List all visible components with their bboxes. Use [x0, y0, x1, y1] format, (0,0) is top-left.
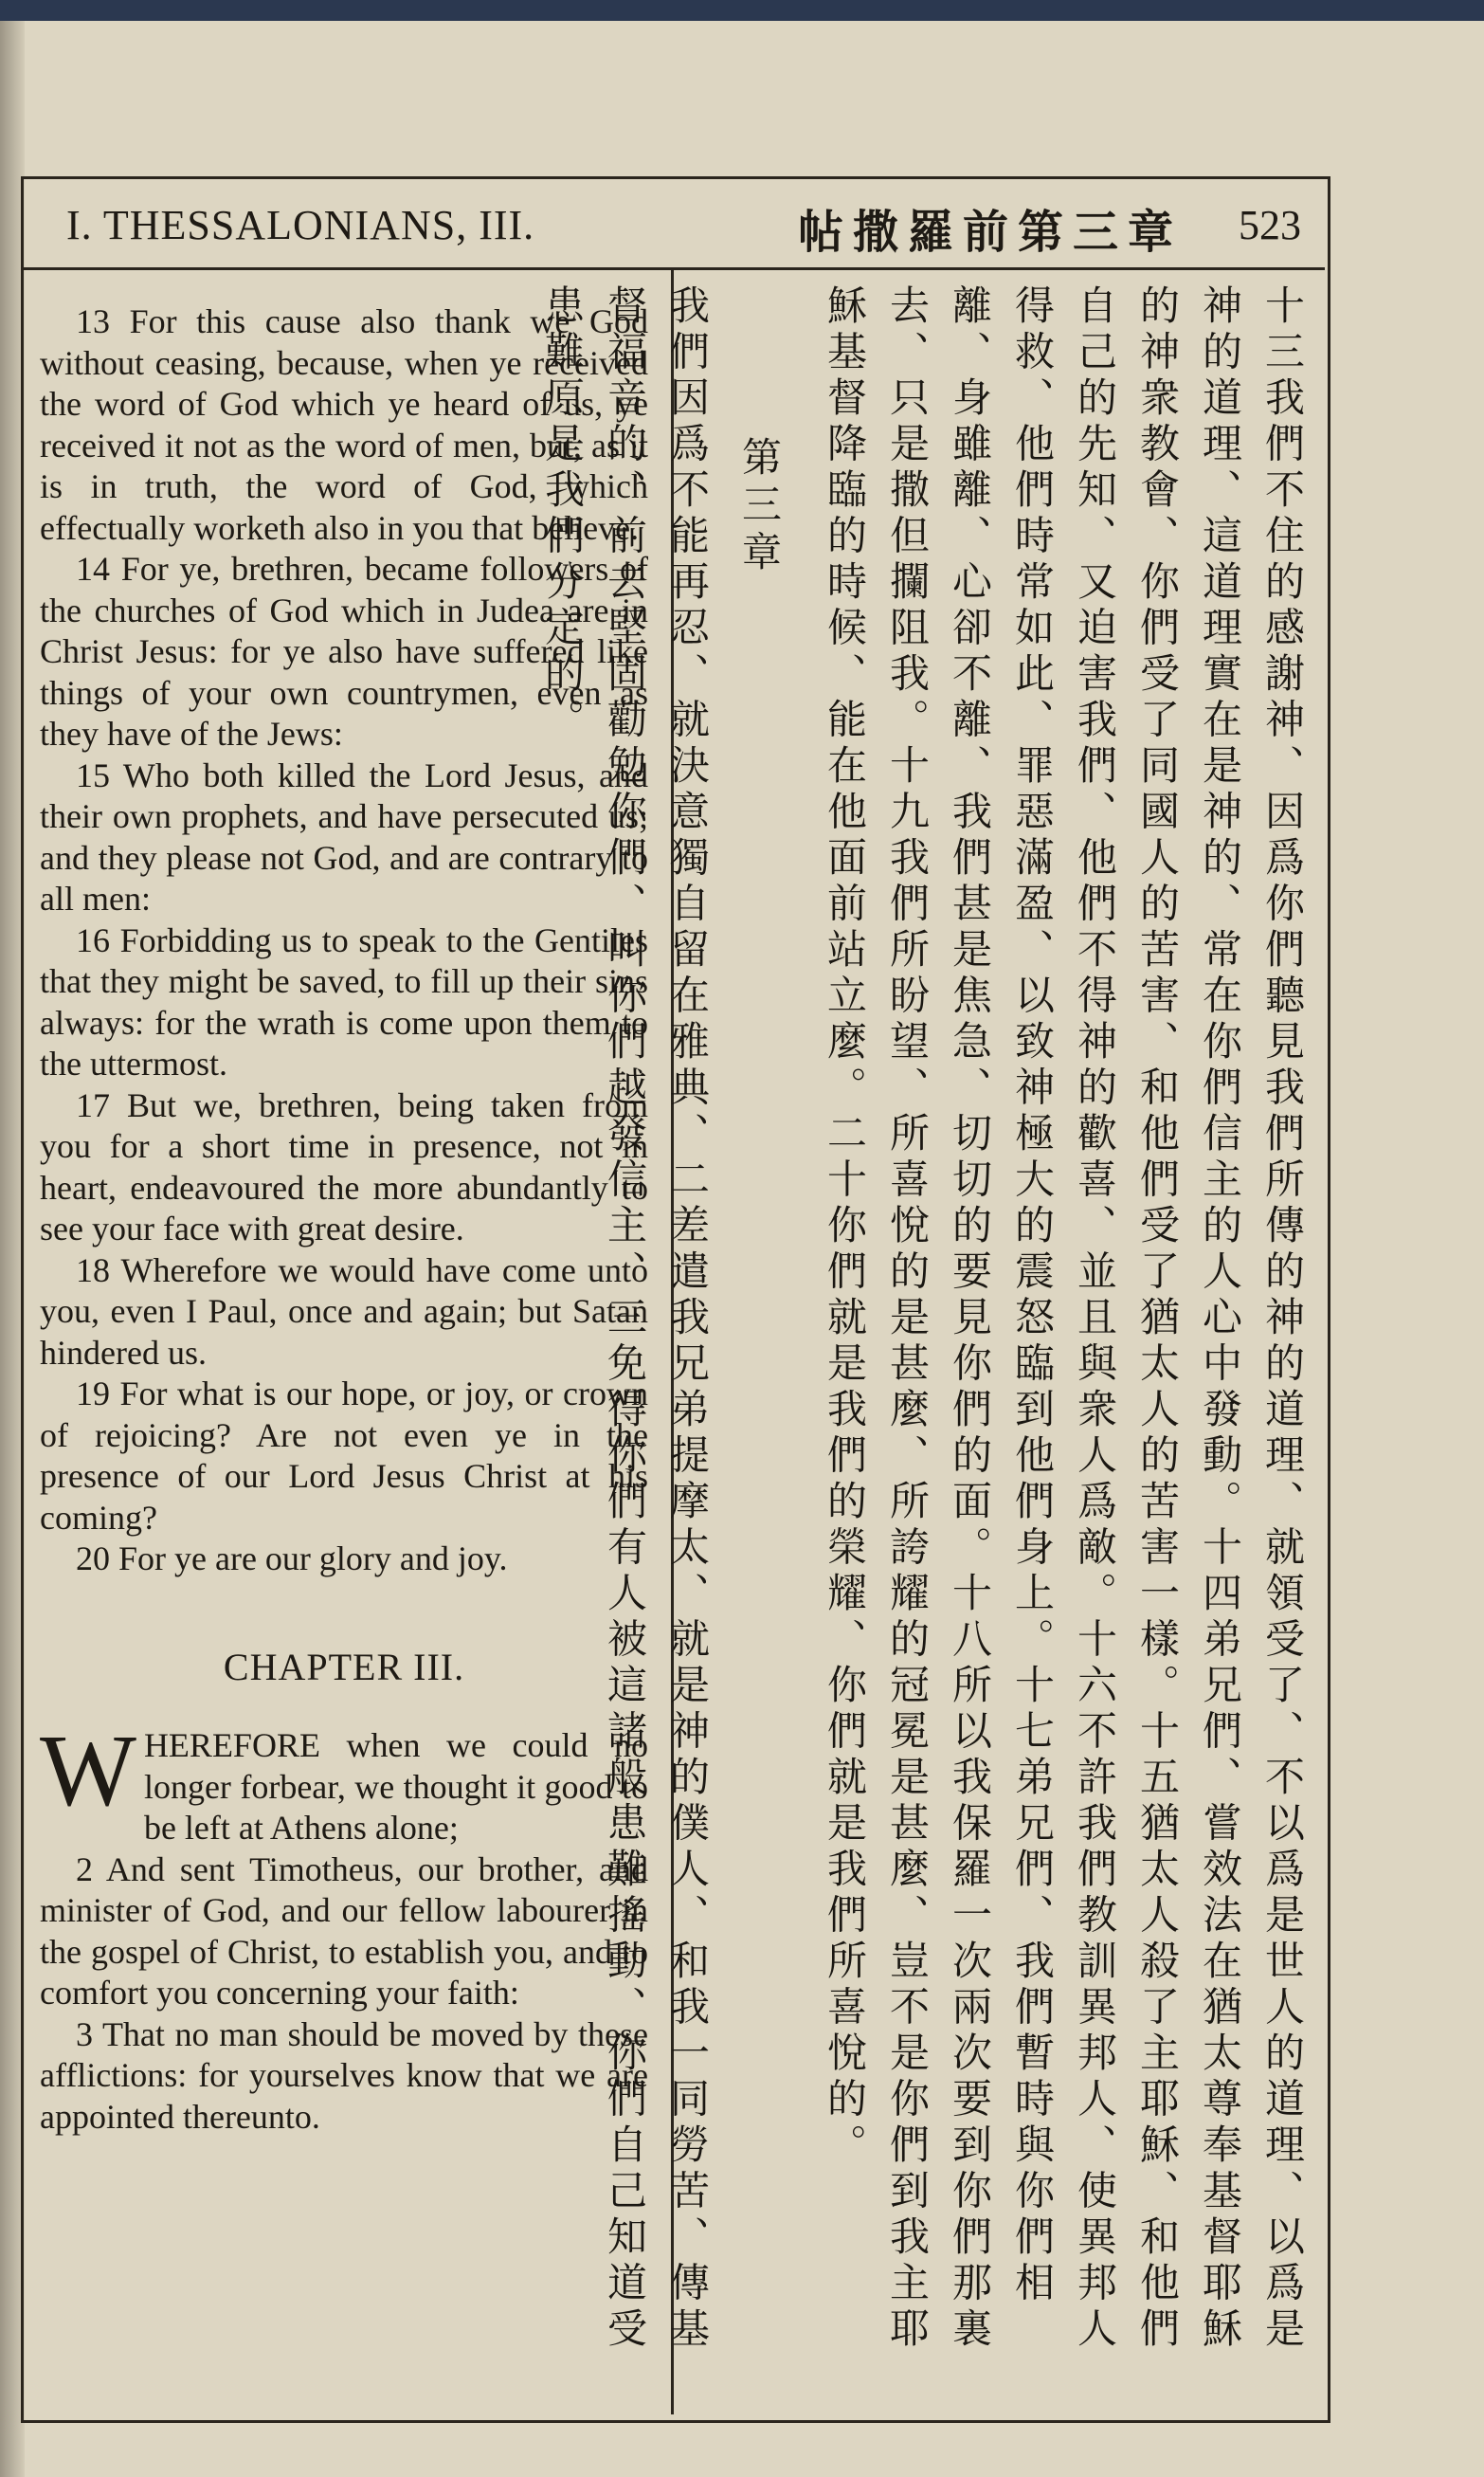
header-chinese-title: 帖撒羅前第三章	[798, 206, 1184, 259]
chinese-chapter-heading: 第三章	[736, 436, 783, 578]
verse-15: 15 Who both killed the Lord Jesus, and their own prophets, and have persecuted us; and they please not God, and are contrary to all men:	[40, 756, 648, 918]
chinese-verses-ch3: 我們因爲不能再忍、就決意獨自留在雅典、二差遣我兄弟提摩太、就是神的僕人、和我一同勞苦、傳基督福音的、前去堅固勸勉你們、叫你們越發信主、三免得你們有人被這諸般患難搖動、你們自己知道受患難原是我們分定的。	[539, 284, 711, 2354]
chinese-verses-ch2: 十三我們不住的感謝神、因爲你們聽見我們所傳的神的道理、就領受了、不以爲是世人的道理、以爲是神的道理、這道理實在是神的、常在你們信主的人心中發動。十四弟兄們、嘗效法在猶太尊奉基督耶穌的神衆教會、你們受了同國人的苦害、和他們受了猶太人的苦害一樣。十五猶太人殺了主耶穌、和他們自己的先知、又迫害我們、他們不得神的歡喜、並且與衆人爲敵。十六不許我們教訓異邦人、使異邦人得救、他們時常如此、罪惡滿盈、以致神極大的震怒臨到他們身上。十七弟兄們、我們暫時與你們相離、身雖離、心卻不離、我們甚是焦急、切切的要見你們的面。十八所以我保羅一次兩次要到你們那裏去、只是撒但攔阻我。十九我們所盼望、所喜悅的是甚麼、所誇耀的冠冕是甚麼、豈不是你們到我主耶穌基督降臨的時候、能在他面前站立麼。二十你們就是我們的榮耀、你們就是我們所喜悅的。	[822, 284, 1306, 2354]
chinese-column	[539, 284, 1313, 2370]
header-title: I. THESSALONIANS, III.	[66, 202, 535, 248]
verse-20: 20 For ye are our glory and joy.	[76, 1539, 508, 1577]
chapter-heading: CHAPTER III.	[223, 1645, 465, 1688]
verse-18: 18 Wherefore we would have come unto you, even I Paul, once and again; but Satan hindered us.	[40, 1250, 648, 1372]
page-number: 523	[1239, 202, 1301, 248]
verse-19: 19 For what is our hope, or joy, or crown of rejoicing? Are not even ye in the presence of our Lord Jesus Christ at his coming?	[40, 1375, 648, 1537]
chapter-verse-1-text: HEREFORE when we could no longer forbear, we thought it good to be left at Athens alone;	[143, 1726, 648, 1847]
chapter-verse-2: 2 And sent Timotheus, our brother, and minister of God, and our fellow labourer in the gospel of Christ, to establish you, and to comfort you concerning your faith:	[40, 1849, 648, 2012]
verse-16: 16 Forbidding us to speak to the Gentiles that they might be saved, to fill up their sins always: for the wrath is come upon them to the uttermost.	[40, 920, 648, 1083]
verse-17: 17 But we, brethren, being taken from you for a short time in presence, not in heart, endeavoured the more abundantly to see your face with great desire.	[40, 1085, 648, 1248]
verse-13: 13 For this cause also thank we God without ceasing, because, when ye received the word of God which ye heard of us, ye received it not as the word of men, but, as it is in truth, the word of God, which effectually worketh also in you that believe.	[40, 302, 648, 547]
running-header	[21, 176, 1325, 270]
verse-14: 14 For ye, brethren, became followers of the churches of God which in Judea are in Christ Jesus: for ye also have suffered like things of your own countrymen, even as they have of the Jews:	[40, 550, 648, 753]
drop-cap: W	[40, 1715, 136, 1828]
chapter-verse-3: 3 That no man should be moved by these afflictions: for yourselves know that we are appointed thereunto.	[40, 2014, 648, 2136]
